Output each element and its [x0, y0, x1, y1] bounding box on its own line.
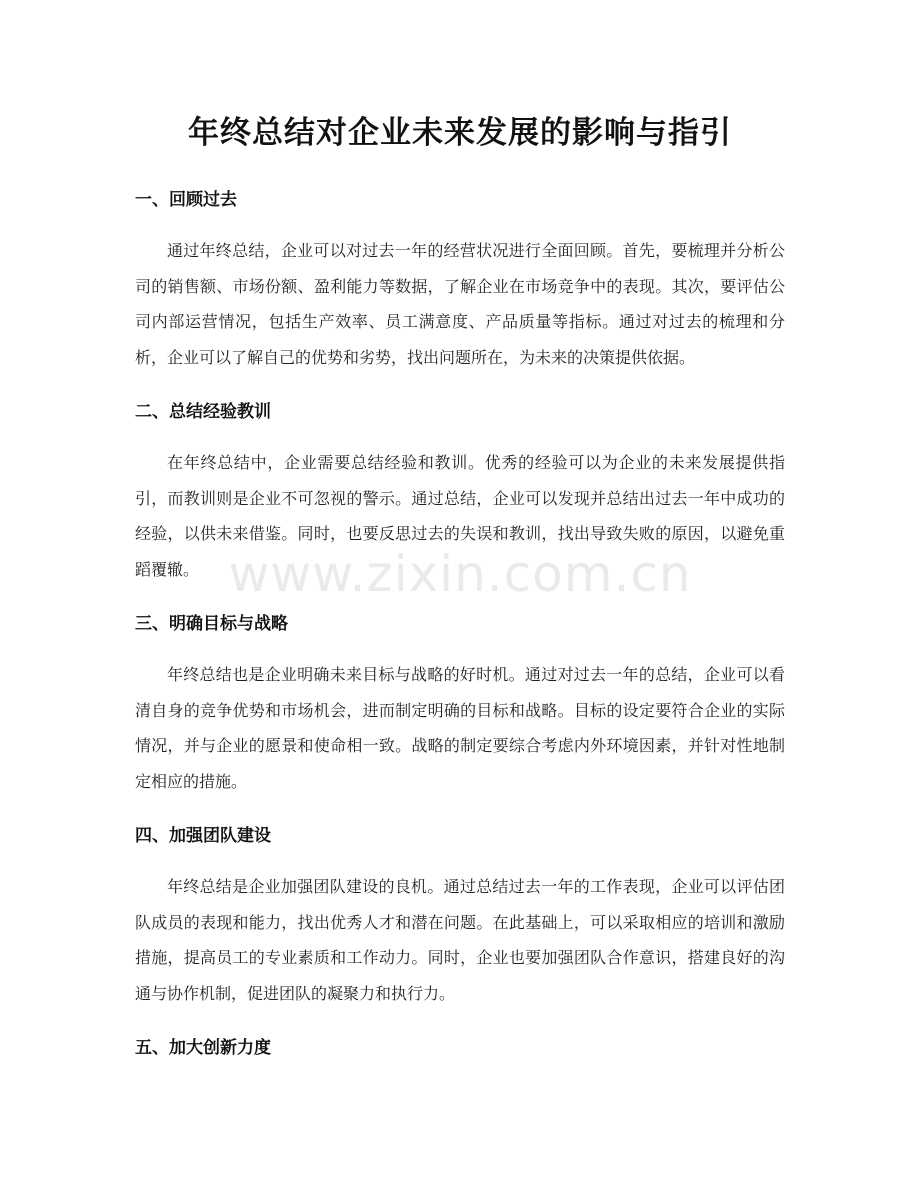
section-paragraph: 通过年终总结，企业可以对过去一年的经营状况进行全面回顾。首先，要梳理并分析公司的销售额、市场份额、盈利能力等数据，了解企业在市场竞争中的表现。其次，要评估公司内部运营情况，包括生产效率、员工满意度、产品质量等指标。通过对过去的梳理和分析，企业可以了解自己的优势和劣势，找出问题所在，为未来的决策提供依据。 — [135, 241, 785, 367]
section-lessons-learned — [135, 400, 785, 587]
section-team-building — [135, 824, 785, 1011]
section-paragraph: 年终总结也是企业明确未来目标与战略的好时机。通过对过去一年的总结，企业可以看清自身的竞争优势和市场机会，进而制定明确的目标和战略。目标的设定要符合企业的实际情况，并与企业的愿景和使命相一致。战略的制定要综合考虑内外环境因素，并针对性地制定相应的措施。 — [135, 665, 785, 791]
section-heading: 四、加强团队建设 — [135, 826, 271, 846]
section-heading: 五、加大创新力度 — [135, 1038, 271, 1058]
watermark: www.zixin.com.cn — [228, 545, 692, 603]
section-paragraph: 年终总结是企业加强团队建设的良机。通过总结过去一年的工作表现，企业可以评估团队成员的表现和能力，找出优秀人才和潜在问题。在此基础上，可以采取相应的培训和激励措施，提高员工的专业素质和工作动力。同时，企业也要加强团队合作意识，搭建良好的沟通与协作机制，促进团队的凝聚力和执行力。 — [135, 877, 785, 1003]
section-heading: 一、回顾过去 — [135, 190, 237, 210]
section-heading: 三、明确目标与战略 — [135, 614, 288, 634]
section-heading: 二、总结经验教训 — [135, 402, 271, 422]
section-goals-strategy — [135, 612, 785, 799]
document-title: 年终总结对企业未来发展的影响与指引 — [188, 115, 732, 151]
section-review-past — [135, 188, 785, 375]
section-innovation — [135, 1036, 785, 1060]
section-paragraph: 在年终总结中，企业需要总结经验和教训。优秀的经验可以为企业的未来发展提供指引，而教训则是企业不可忽视的警示。通过总结，企业可以发现并总结出过去一年中成功的经验，以供未来借鉴。同时，也要反思过去的失误和教训，找出导致失败的原因，以避免重蹈覆辙。 — [135, 453, 785, 579]
